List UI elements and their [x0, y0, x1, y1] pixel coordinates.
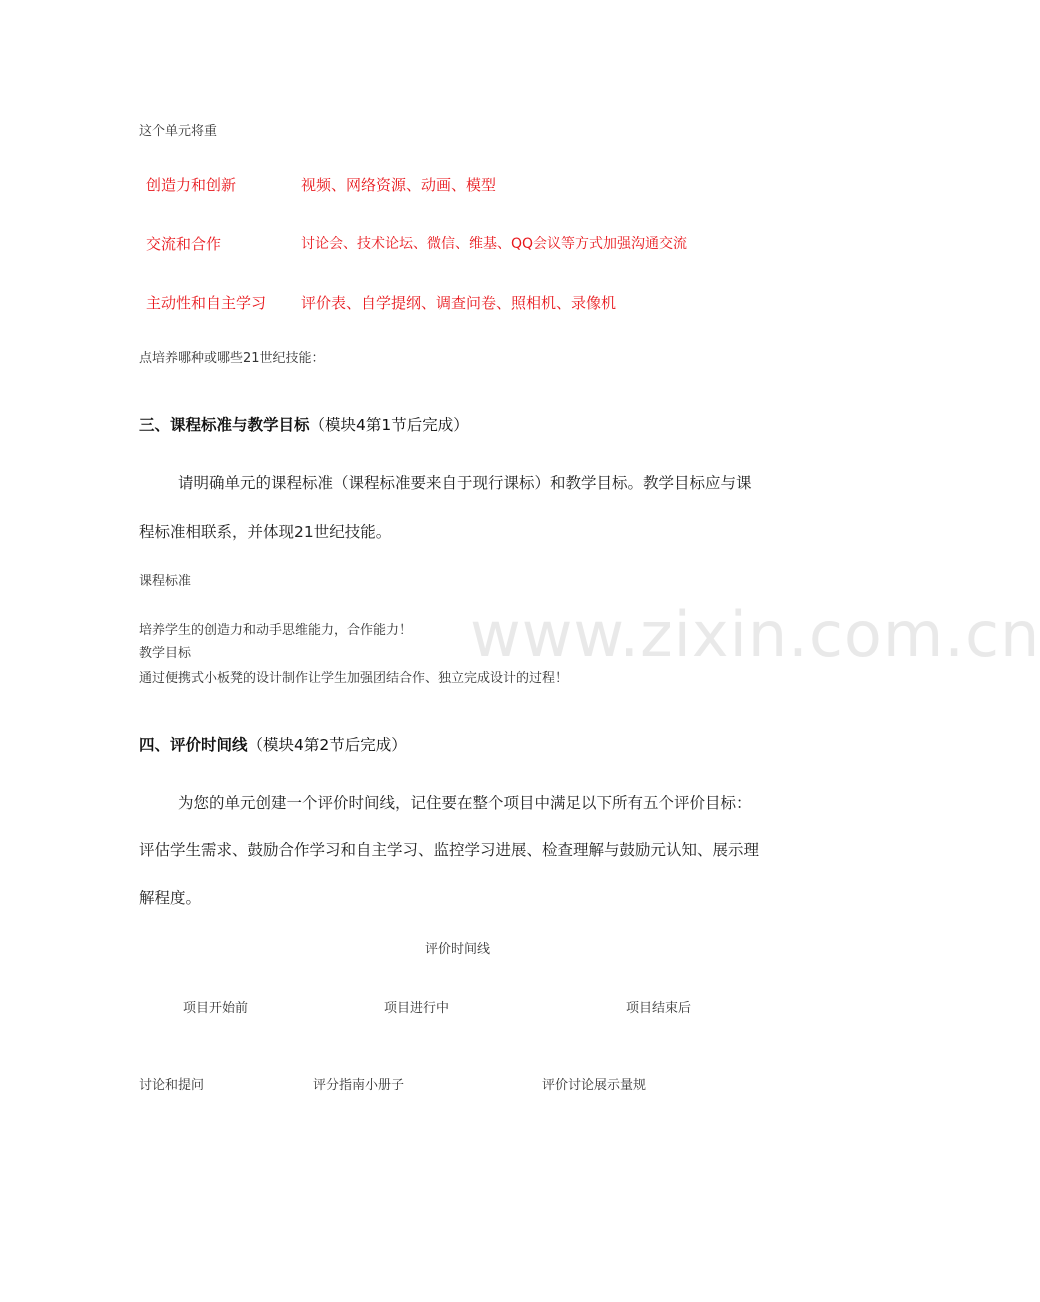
intro-text: 这个单元将重: [139, 124, 218, 139]
section4-heading: [139, 733, 407, 755]
section3-paragraph-line: 请明确单元的课程标准（课程标准要来自于现行课标）和教学目标。教学目标应与课: [178, 474, 752, 492]
section4-paragraph-line: 为您的单元创建一个评价时间线，记住要在整个项目中满足以下所有五个评价目标：: [178, 794, 752, 812]
timeline-phase: 项目结束后: [626, 1001, 692, 1016]
timeline-item: 评分指南小册子: [313, 1078, 405, 1093]
timeline-item: 评价讨论展示量规: [542, 1078, 647, 1093]
watermark: www.zixin.com.cn: [470, 598, 1040, 671]
objective-text: 通过便携式小板凳的设计制作让学生加强团结合作、独立完成设计的过程！: [139, 671, 569, 686]
section3-note: （模块4第1节后完成）: [309, 416, 469, 434]
tools-cell: 视频、网络资源、动画、模型: [301, 176, 497, 194]
intro-tail-text: 点培养哪种或哪些21世纪技能：: [139, 351, 325, 366]
objective-label: 教学目标: [139, 646, 192, 661]
section4-paragraph-line: 评估学生需求、鼓励合作学习和自主学习、监控学习进展、检查理解与鼓励元认知、展示理: [139, 841, 760, 859]
section3-title: 三、课程标准与教学目标: [139, 416, 310, 434]
standard-text: 培养学生的创造力和动手思维能力，合作能力！: [139, 623, 413, 638]
section4-title: 四、评价时间线: [139, 736, 248, 754]
timeline-phase: 项目开始前: [183, 1001, 249, 1016]
timeline-title: 评价时间线: [425, 942, 491, 957]
section4-note: （模块4第2节后完成）: [247, 736, 407, 754]
section3-heading: [139, 413, 469, 435]
section4-paragraph-line: 解程度。: [139, 889, 202, 907]
timeline-item: 讨论和提问: [139, 1078, 205, 1093]
skill-cell: 创造力和创新: [146, 176, 237, 194]
timeline-phase: 项目进行中: [384, 1001, 450, 1016]
standard-label: 课程标准: [139, 574, 192, 589]
skill-cell: 交流和合作: [146, 235, 222, 253]
tools-cell: 讨论会、技术论坛、微信、维基、QQ会议等方式加强沟通交流: [301, 236, 688, 252]
section3-paragraph-line: 程标准相联系，并体现21世纪技能。: [139, 523, 392, 541]
skill-cell: 主动性和自主学习: [146, 294, 267, 312]
tools-cell: 评价表、自学提纲、调查问卷、照相机、录像机: [301, 294, 617, 312]
